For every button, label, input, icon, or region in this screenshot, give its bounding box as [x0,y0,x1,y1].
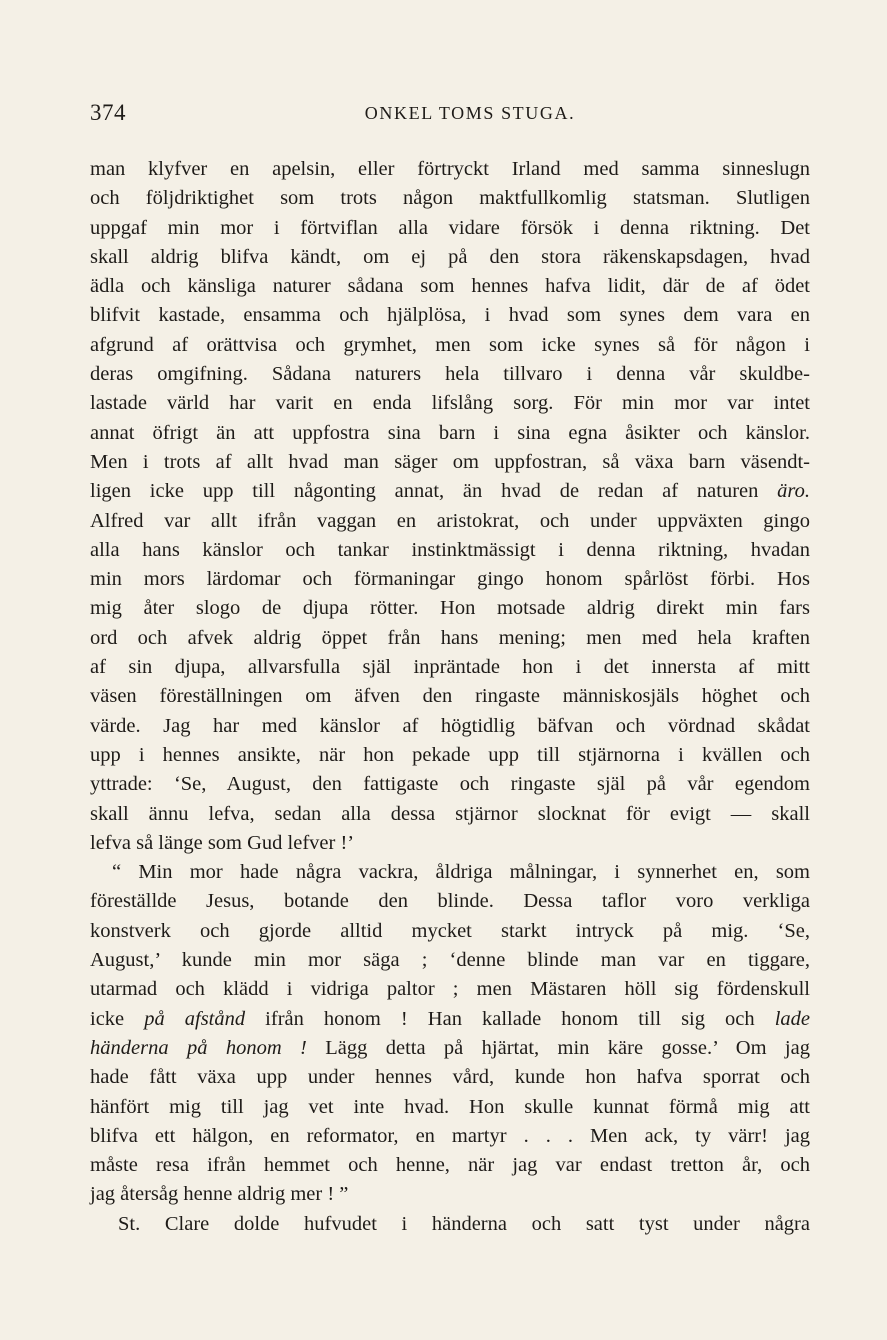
text-line [90,214,810,243]
text-line [90,682,810,711]
text-line [90,1122,810,1151]
text-line [90,1180,810,1209]
text-line [90,360,810,389]
text-segment: konstverk och gjorde alltid mycket starkt intryck på mig. ‘Se, [90,919,810,942]
text-line [90,389,810,418]
text-segment: Men i trots af allt hvad man säger om uppfostran, så växa barn väsendt- [90,450,810,473]
text-segment: icke [90,1007,145,1030]
text-line [90,155,810,184]
text-segment: St. Clare dolde hufvudet i händerna och satt tyst under några [118,1212,810,1235]
italic-text: händerna på honom ! [90,1036,307,1059]
text-segment: alla hans känslor och tankar instinktmässigt i denna riktning, hvadan [90,538,810,561]
italic-text: äro. [777,480,810,503]
text-segment: Lägg detta på hjärtat, min käre gosse.’ Om jag [306,1036,810,1059]
text-segment: måste resa ifrån hemmet och henne, när jag var endast tretton år, och [90,1154,810,1177]
text-segment: väsen föreställningen om äfven den ringaste människosjäls höghet och [90,685,810,708]
text-line [90,1151,810,1180]
text-line [90,800,810,829]
text-line [90,1005,810,1034]
text-line [90,477,810,506]
italic-text: på afstånd [144,1007,246,1030]
text-segment: ord och afvek aldrig öppet från hans mening; men med hela kraften [90,626,810,649]
running-title: ONKEL TOMS STUGA. [364,103,576,123]
text-segment: blifvit kastade, ensamma och hjälplösa, i hvad som synes dem vara en [90,304,810,327]
text-segment: blifva ett hälgon, en reformator, en martyr . . . Men ack, ty värr! jag [90,1124,810,1147]
text-segment: ädla och känsliga naturer sådana som hennes hafva lidit, där de af ödet [90,275,810,298]
text-segment: värde. Jag har med känslor af högtidlig bäfvan och vördnad skådat [90,714,810,737]
text-line [90,917,810,946]
text-line [90,331,810,360]
text-line [90,858,810,887]
text-segment: afgrund af orättvisa och grymhet, men som icke synes så för någon i [90,333,810,356]
text-segment: hade fått växa upp under hennes vård, kunde hon hafva sporrat och [90,1066,810,1089]
body-text [90,155,810,1239]
text-line [90,419,810,448]
text-line [90,770,810,799]
text-segment: August,’ kunde min mor säga ; ‘denne blinde man var en tiggare, [90,949,810,972]
text-line [90,624,810,653]
text-segment: min mors lärdomar och förmaningar gingo honom spårlöst förbi. Hos [90,568,810,591]
text-line [90,1034,810,1063]
text-line [90,975,810,1004]
italic-text: lade [774,1007,810,1030]
text-line [90,448,810,477]
text-segment: lastade värld har varit en enda lifslång sorg. För min mor var intet [90,392,810,415]
page-header [90,100,810,136]
text-line [90,243,810,272]
text-segment: upp i hennes ansikte, när hon pekade upp till stjärnorna i kvällen och [90,743,810,766]
text-segment: utarmad och klädd i vidriga paltor ; men Mästaren höll sig fördenskull [90,978,810,1001]
text-line [90,887,810,916]
text-segment: Alfred var allt ifrån vaggan en aristokrat, och under uppväxten gingo [90,509,810,532]
text-segment: skall ännu lefva, sedan alla dessa stjärnor slocknat för evigt — skall [90,802,810,825]
text-segment: och följdriktighet som trots någon maktfullkomlig statsman. Slutligen [90,187,810,210]
text-line [90,594,810,623]
text-segment: uppgaf min mor i förtviflan alla vidare försök i denna riktning. Det [90,216,810,239]
text-segment: jag återsåg henne aldrig mer ! ” [90,1183,349,1206]
text-line [90,536,810,565]
text-segment: ligen icke upp till någonting annat, än hvad de redan af naturen [90,480,778,503]
text-line [90,565,810,594]
text-line [90,946,810,975]
text-line [90,829,810,858]
text-segment: ifrån honom ! Han kallade honom till sig och [245,1007,775,1030]
text-segment: deras omgifning. Sådana naturers hela tillvaro i denna vår skuldbe- [90,363,810,386]
text-segment: “ Min mor hade några vackra, åldriga målningar, i synnerhet en, som [112,861,810,884]
text-line [90,1093,810,1122]
text-line [90,184,810,213]
text-segment: skall aldrig blifva kändt, om ej på den stora räkenskapsdagen, hvad [90,245,810,268]
text-line [90,272,810,301]
text-line [90,1210,810,1239]
page-number: 374 [90,100,126,125]
text-segment: mig åter slogo de djupa rötter. Hon motsade aldrig direkt min fars [90,597,810,620]
text-segment: hänfört mig till jag vet inte hvad. Hon skulle kunnat förmå mig att [90,1095,810,1118]
text-line [90,653,810,682]
text-line [90,712,810,741]
text-segment: yttrade: ‘Se, August, den fattigaste och ringaste själ på vår egendom [90,773,810,796]
text-line [90,741,810,770]
text-segment: lefva så länge som Gud lefver !’ [90,831,355,854]
text-segment: man klyfver en apelsin, eller förtryckt Irland med samma sinneslugn [90,158,810,180]
text-segment: föreställde Jesus, botande den blinde. Dessa taflor voro verkliga [90,890,810,913]
text-line [90,1063,810,1092]
text-line [90,301,810,330]
text-line [90,507,810,536]
text-segment: af sin djupa, allvarsfulla själ inpräntade hon i det innersta af mitt [90,656,810,679]
text-segment: annat öfrigt än att uppfostra sina barn i sina egna åsikter och känslor. [90,421,810,444]
